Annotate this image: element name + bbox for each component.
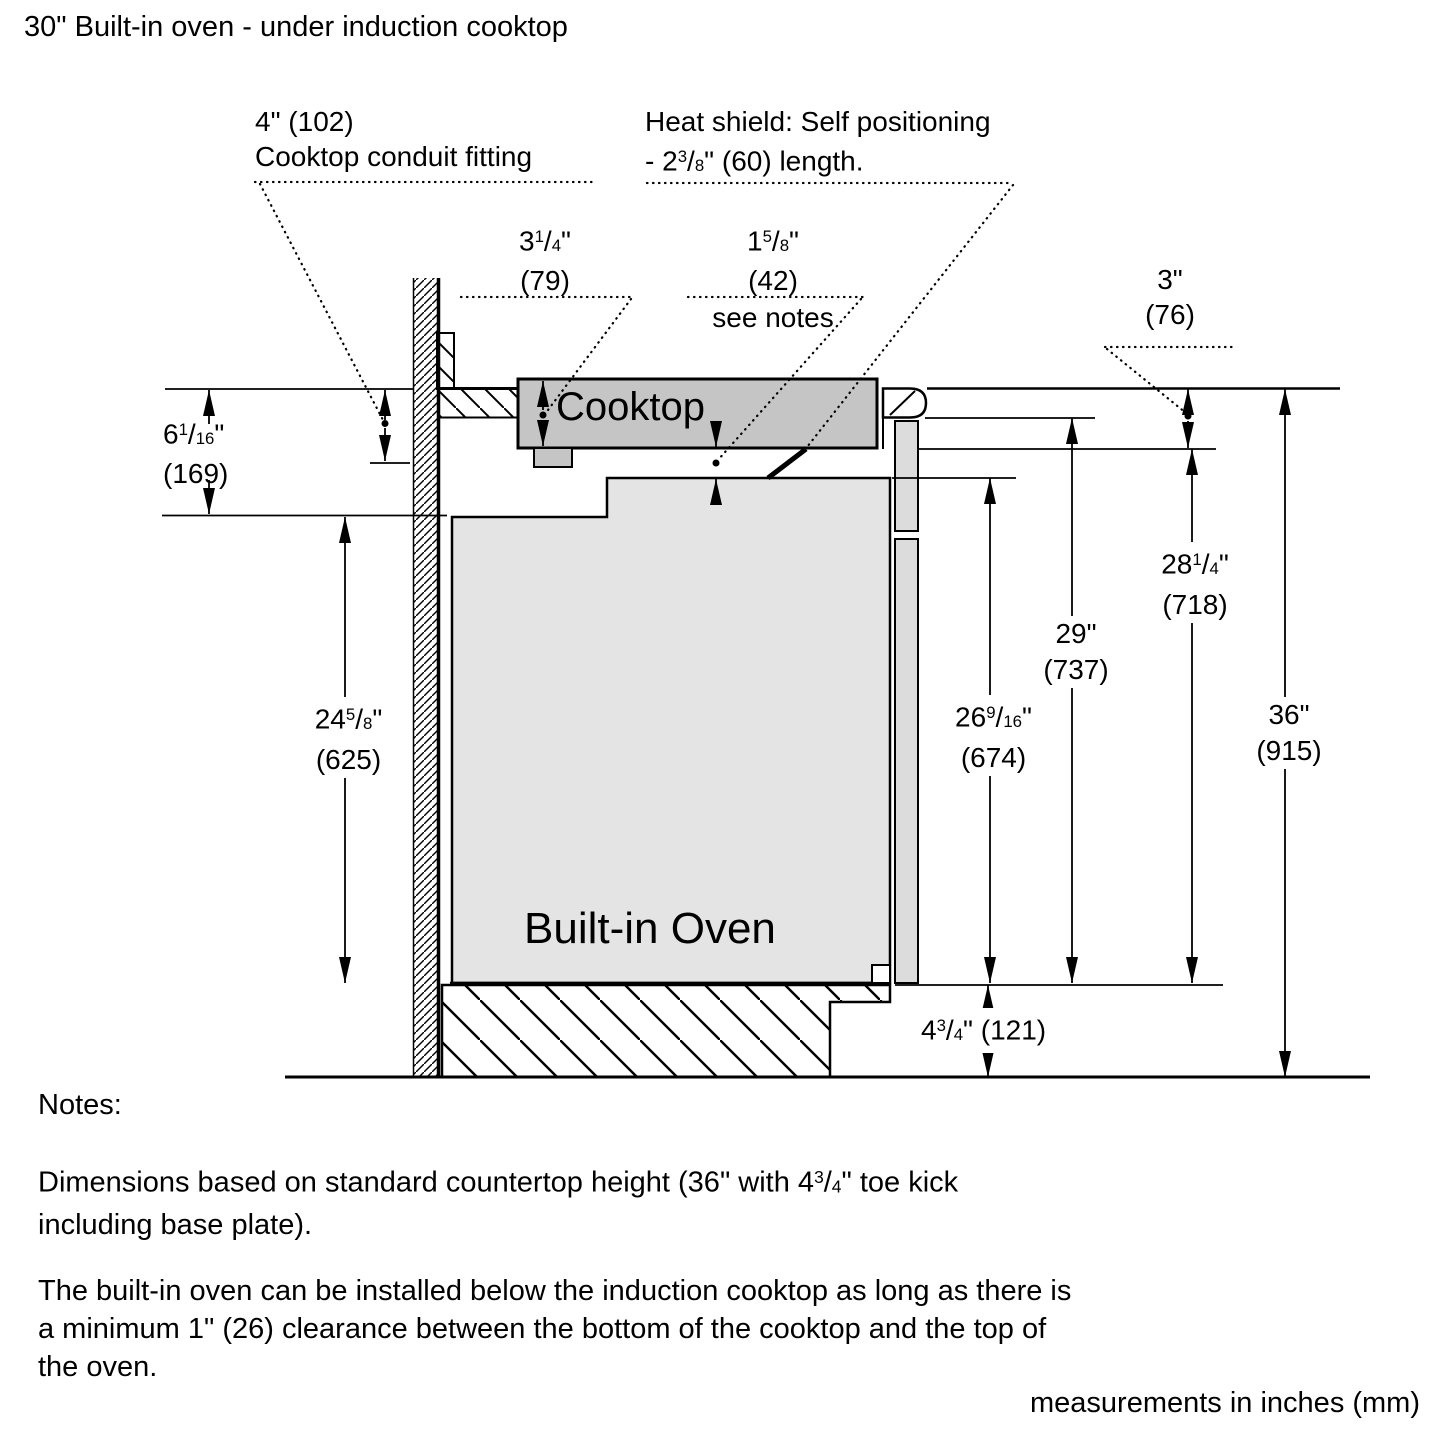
side-panel-upper bbox=[895, 421, 918, 531]
dim-3-label: 3" (76) bbox=[1145, 264, 1195, 330]
heat-shield-label: Heat shield: Self positioning - $2^3/8$" (60) length. bbox=[645, 106, 991, 177]
cooktop-label: Cooktop bbox=[556, 385, 705, 429]
oven-label: Built-in Oven bbox=[524, 904, 776, 953]
wall-section bbox=[413, 278, 440, 1077]
dim-28-1-4-label: $28^1/4$" (718) bbox=[1136, 542, 1254, 623]
conduit-fitting-box bbox=[534, 448, 572, 467]
dim-36-label: 36" (915) bbox=[1234, 697, 1344, 769]
notes-header: Notes: bbox=[38, 1089, 122, 1121]
conduit-fitting-label: 4" (102) Cooktop conduit fitting bbox=[255, 106, 533, 172]
see-notes-label: see notes bbox=[712, 302, 834, 333]
dim-4-3-4-label: $4^3/4$" (121) bbox=[918, 1008, 1049, 1053]
note-clearance: The built-in oven can be installed below the induction cooktop as long as there is a minimum 1" (26) clearance between the bottom of the cooktop and the top of the oven. bbox=[38, 1275, 1072, 1383]
dim-26-9-16-label: $26^9/16$" (674) bbox=[933, 695, 1054, 776]
backsplash bbox=[437, 333, 454, 389]
dim-3-1-4-label: $3^1/4$" (79) bbox=[519, 225, 571, 297]
dim-24-5-8-label: $24^5/8$" (625) bbox=[288, 697, 409, 778]
dim-6-1-16-label: $6^1/16$" (169) bbox=[163, 418, 229, 490]
page-title: 30" Built-in oven - under induction cooktop bbox=[24, 11, 568, 43]
side-panel-lower bbox=[895, 539, 918, 983]
toe-kick bbox=[442, 985, 890, 1077]
note-countertop-height: Dimensions based on standard countertop height (36" with $4^3/4$" toe kick including base plate). bbox=[38, 1166, 959, 1241]
dim-29-label: 29" (737) bbox=[1018, 616, 1134, 688]
units-footer: measurements in inches (mm) bbox=[1030, 1387, 1420, 1419]
heat-shield-plate bbox=[768, 449, 806, 478]
dim-1-5-8-label: $1^5/8$" (42) bbox=[747, 225, 799, 297]
